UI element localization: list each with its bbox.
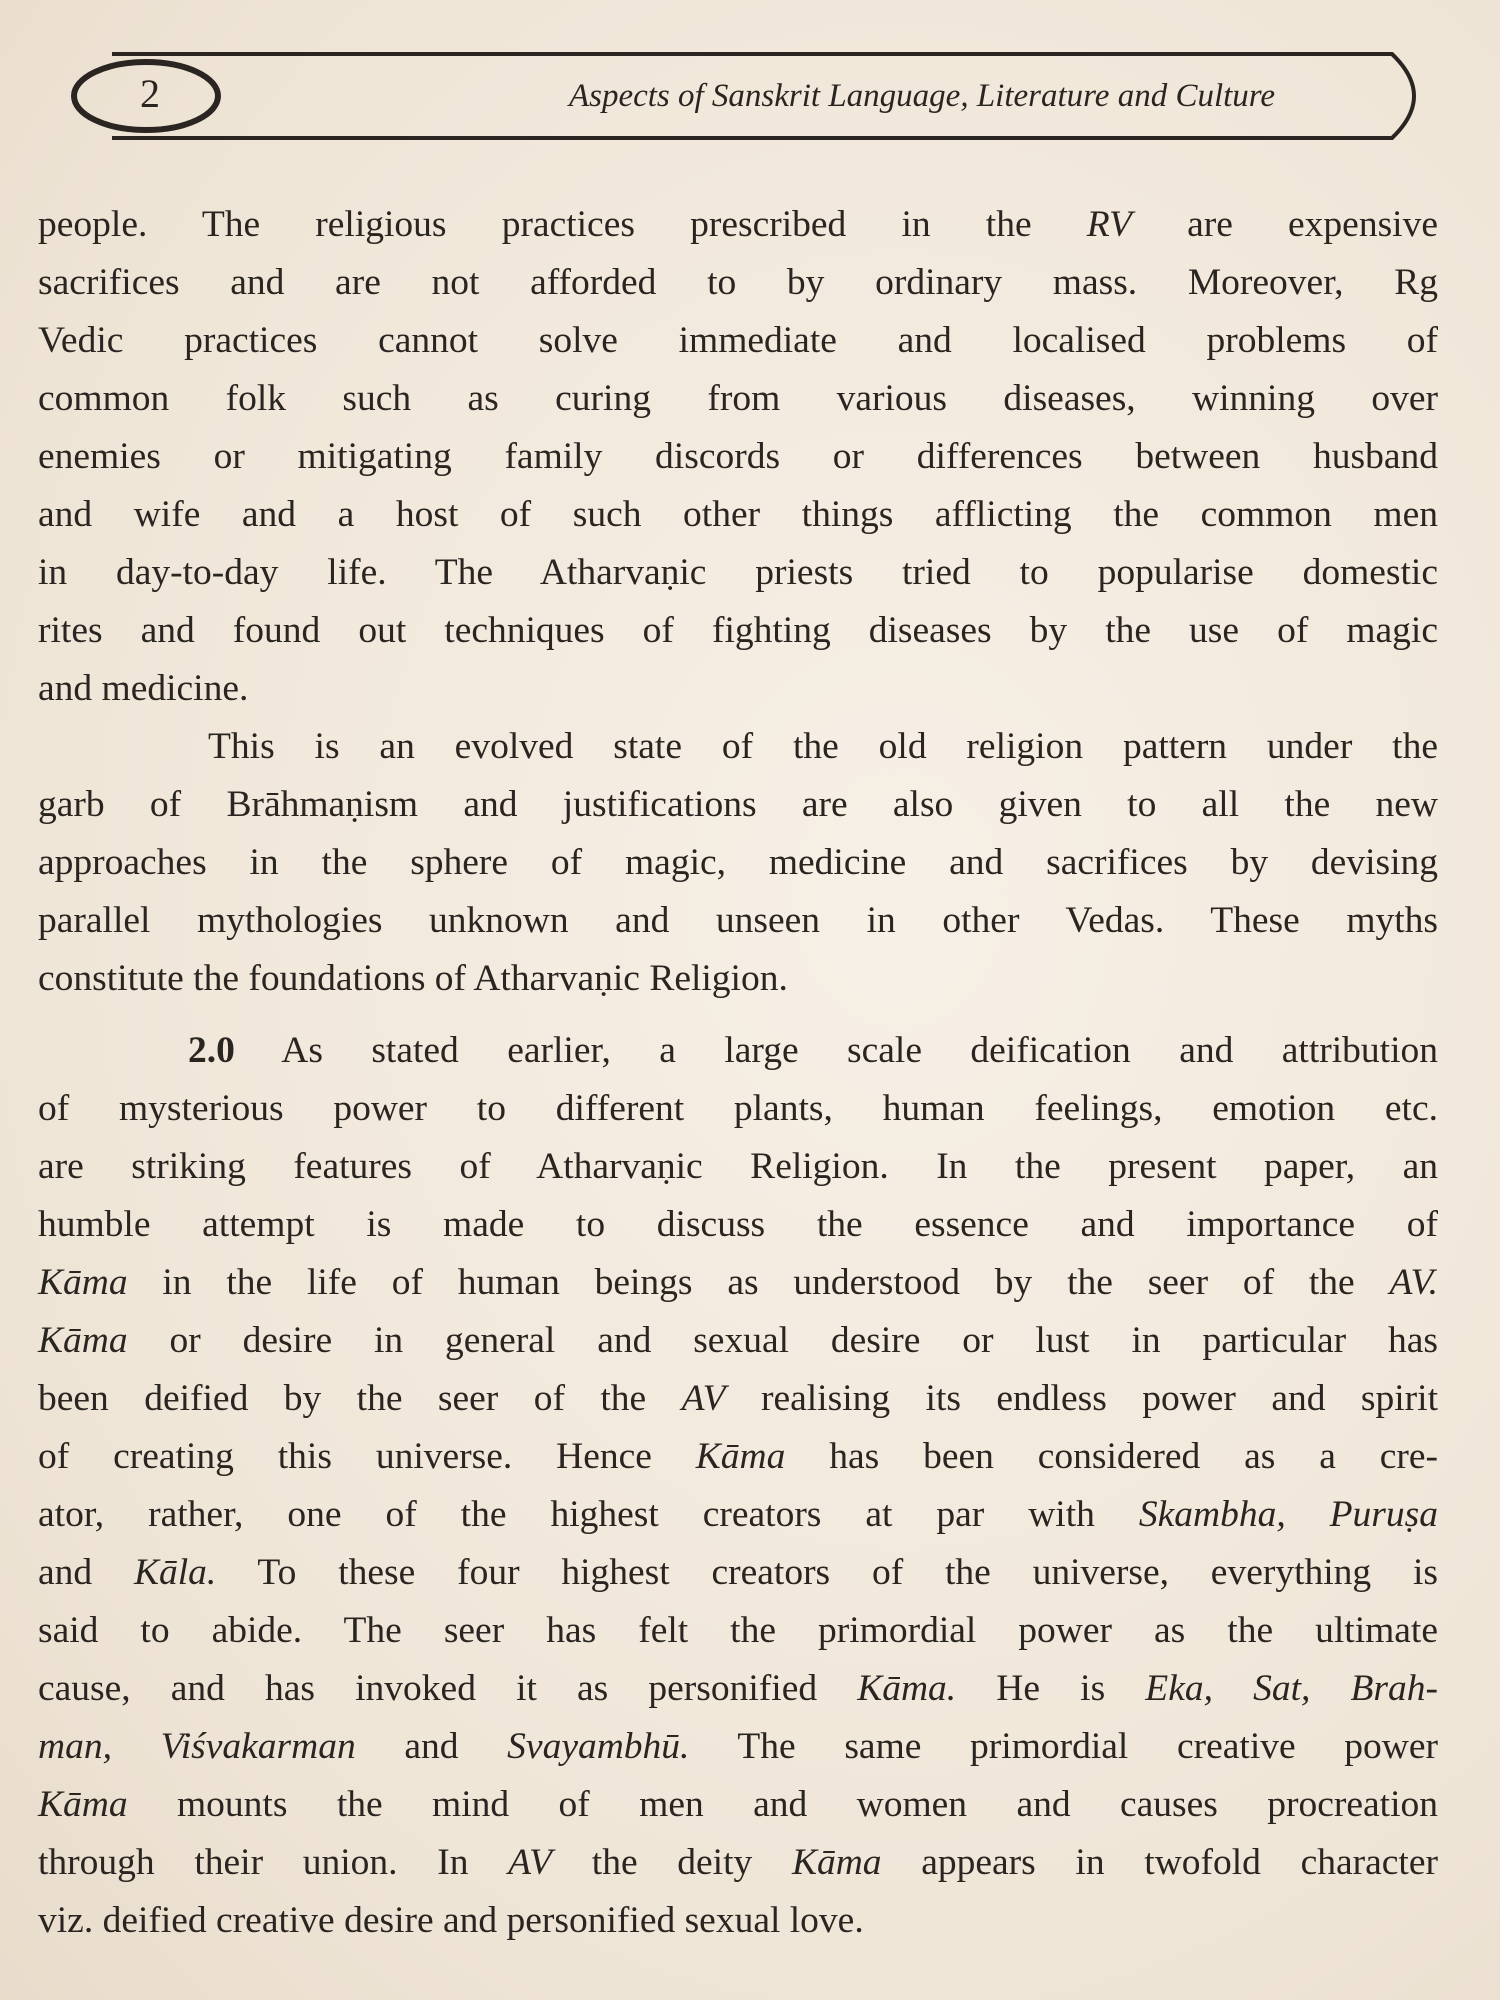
text-line: 2.0 As stated earlier, a large scale deification and attribution [188, 1030, 1438, 1071]
text-line: Kāma or desire in general and sexual desire or lust in particular has [38, 1320, 1438, 1361]
text-line: man, Viśvakarman and Svayambhū. The same primordial creative power [38, 1726, 1438, 1767]
text-line: Kāma in the life of human beings as understood by the seer of the AV. [38, 1262, 1438, 1303]
text-line: and wife and a host of such other things afflicting the common men [38, 494, 1438, 535]
text-line: constitute the foundations of Atharvaṇic Religion. [38, 958, 788, 999]
text-line: in day-to-day life. The Atharvaṇic priests tried to popularise domestic [38, 552, 1438, 593]
text-line: sacrifices and are not afforded to by ordinary mass. Moreover, Rg [38, 262, 1438, 303]
paragraph-1 [38, 196, 1438, 718]
text-line: cause, and has invoked it as personified Kāma. He is Eka, Sat, Brah- [38, 1668, 1438, 1709]
text-line: garb of Brāhmaṇism and justifications are also given to all the new [38, 784, 1438, 825]
text-line: humble attempt is made to discuss the essence and importance of [38, 1204, 1438, 1245]
running-title: Aspects of Sanskrit Language, Literature and Culture [568, 78, 1276, 114]
text-line: of creating this universe. Hence Kāma has been considered as a cre- [38, 1436, 1438, 1477]
text-line: viz. deified creative desire and personified sexual love. [38, 1900, 864, 1941]
text-line: parallel mythologies unknown and unseen in other Vedas. These myths [38, 900, 1438, 941]
body-text [38, 196, 1438, 1950]
text-line: are striking features of Atharvaṇic Religion. In the present paper, an [38, 1146, 1438, 1187]
text-line: people. The religious practices prescribed in the RV are expensive [38, 204, 1438, 245]
text-line: and Kāla. To these four highest creators of the universe, everything is [38, 1552, 1438, 1593]
text-line: and medicine. [38, 668, 249, 709]
section-number: 2.0 [188, 1030, 235, 1071]
text-line: enemies or mitigating family discords or differences between husband [38, 436, 1438, 477]
paragraph-3 [38, 1022, 1438, 1950]
paragraph-2 [38, 718, 1438, 1008]
text-line: ator, rather, one of the highest creators at par with Skambha, Puruṣa [38, 1494, 1438, 1535]
text-line: common folk such as curing from various diseases, winning over [38, 378, 1438, 419]
text-line: approaches in the sphere of magic, medicine and sacrifices by devising [38, 842, 1438, 883]
text-line: said to abide. The seer has felt the primordial power as the ultimate [38, 1610, 1438, 1651]
text-line: through their union. In AV the deity Kāma appears in twofold character [38, 1842, 1438, 1883]
text-line: been deified by the seer of the AV realising its endless power and spirit [38, 1378, 1438, 1419]
text-line: rites and found out techniques of fighting diseases by the use of magic [38, 610, 1438, 651]
page-header [52, 50, 1438, 142]
text-line: of mysterious power to different plants, human feelings, emotion etc. [38, 1088, 1438, 1129]
page-number: 2 [140, 71, 160, 116]
text-line: Vedic practices cannot solve immediate and localised problems of [38, 320, 1438, 361]
text-line: Kāma mounts the mind of men and women and causes procreation [38, 1784, 1438, 1825]
text-line: This is an evolved state of the old religion pattern under the [208, 726, 1438, 767]
